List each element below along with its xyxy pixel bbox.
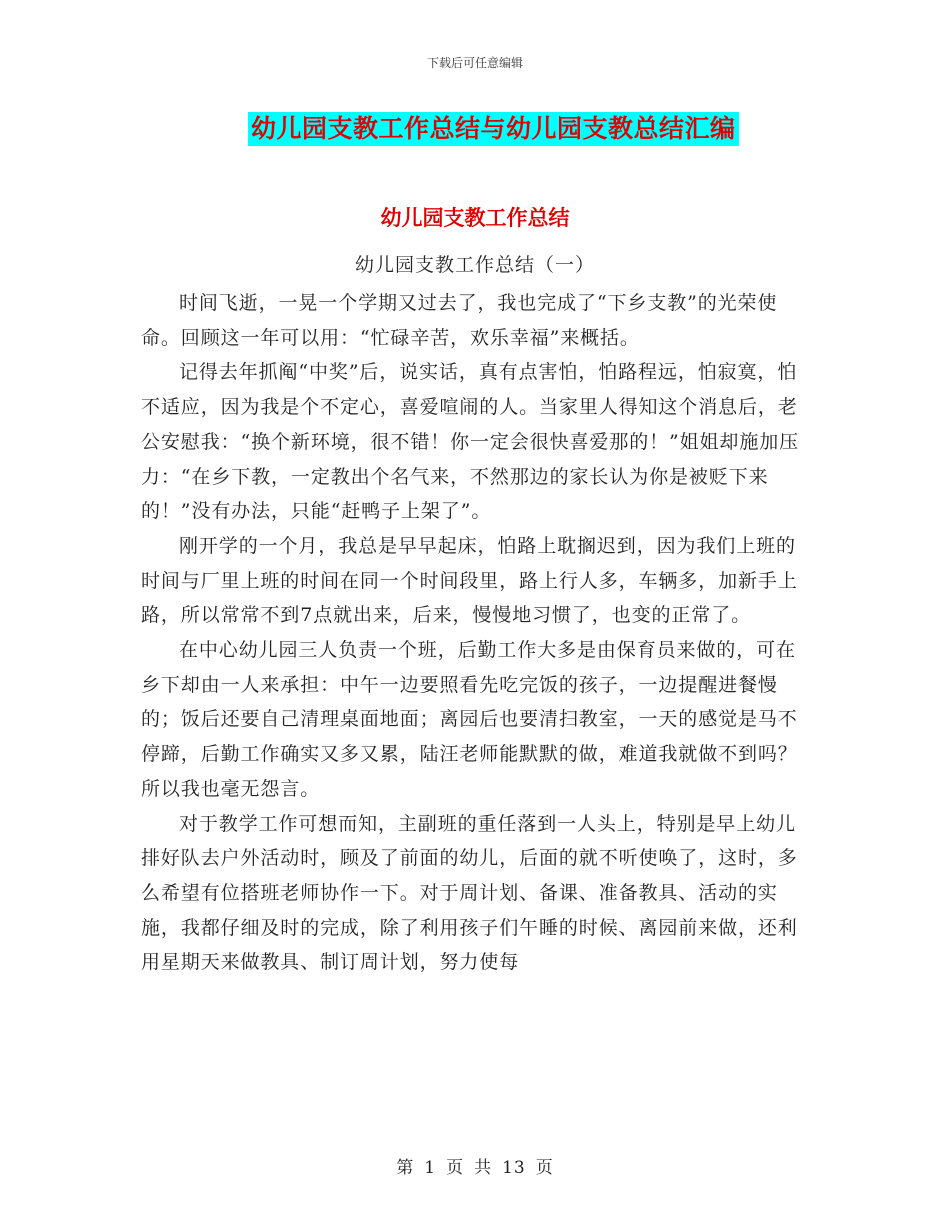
paragraph: 在中心幼儿园三人负责一个班，后勤工作大多是由保育员来做的，可在乡下却由一人来承担：中午一边要照看先吃完饭的孩子，一边提醒进餐慢的；饭后还要自己清理桌面地面；离园后也要清扫教室，一天的感觉是马不停蹄，后勤工作确实又多又累，陆汪老师能默默的做，难道我就做不到吗？所以我也毫无怨言。 [141, 639, 798, 800]
document-title: 幼儿园支教工作总结与幼儿园支教总结汇编 [248, 112, 739, 146]
paragraph: 时间飞逝，一晃一个学期又过去了，我也完成了“下乡支教”的光荣使命。回顾这一年可以用：“忙碌辛苦，欢乐幸福”来概括。 [141, 292, 778, 349]
header-note: 下载后可任意编辑 [426, 56, 523, 70]
footer-prefix: 第 [396, 1158, 415, 1178]
footer-total-label: 共 [474, 1158, 493, 1178]
subtitle: 幼儿园支教工作总结 [380, 205, 570, 230]
total-pages: 13 [502, 1158, 526, 1178]
paragraph: 刚开学的一个月，我总是早早起床，怕路上耽搁迟到，因为我们上班的时间与厂里上班的时间在同一个时间段里，路上行人多，车辆多，加新手上路，所以常常不到7点就出来，后来，慢慢地习惯了，也变的正常了。 [141, 534, 798, 627]
page-footer [0, 1153, 950, 1178]
paragraph: 记得去年抓阄“中奖”后，说实话，真有点害怕，怕路程远，怕寂寞，怕不适应，因为我是个不定心，喜爱喧闹的人。当家里人得知这个消息后，老公安慰我：“换个新环境，很不错！你一定会很快喜爱那的！”姐姐却施加压力：“在乡下教，一定教出个名气来，不然那边的家长认为你是被贬下来的！”没有办法，只能“赶鸭子上架了”。 [141, 361, 800, 523]
footer-unit: 页 [446, 1158, 465, 1178]
footer-suffix: 页 [535, 1158, 554, 1178]
page-number: 1 [424, 1158, 437, 1178]
paragraph: 对于教学工作可想而知，主副班的重任落到一人头上，特别是早上幼儿排好队去户外活动时，顾及了前面的幼儿，后面的就不听使唤了，这时，多么希望有位搭班老师协作一下。对于周计划、备课、准备教具、活动的实施，我都仔细及时的完成，除了利用孩子们午睡的时候、离园前来做，还利用星期天来做教具、制订周计划，努力使每 [141, 812, 798, 974]
section-title: 幼儿园支教工作总结（一） [354, 254, 595, 276]
body-text [141, 286, 809, 980]
